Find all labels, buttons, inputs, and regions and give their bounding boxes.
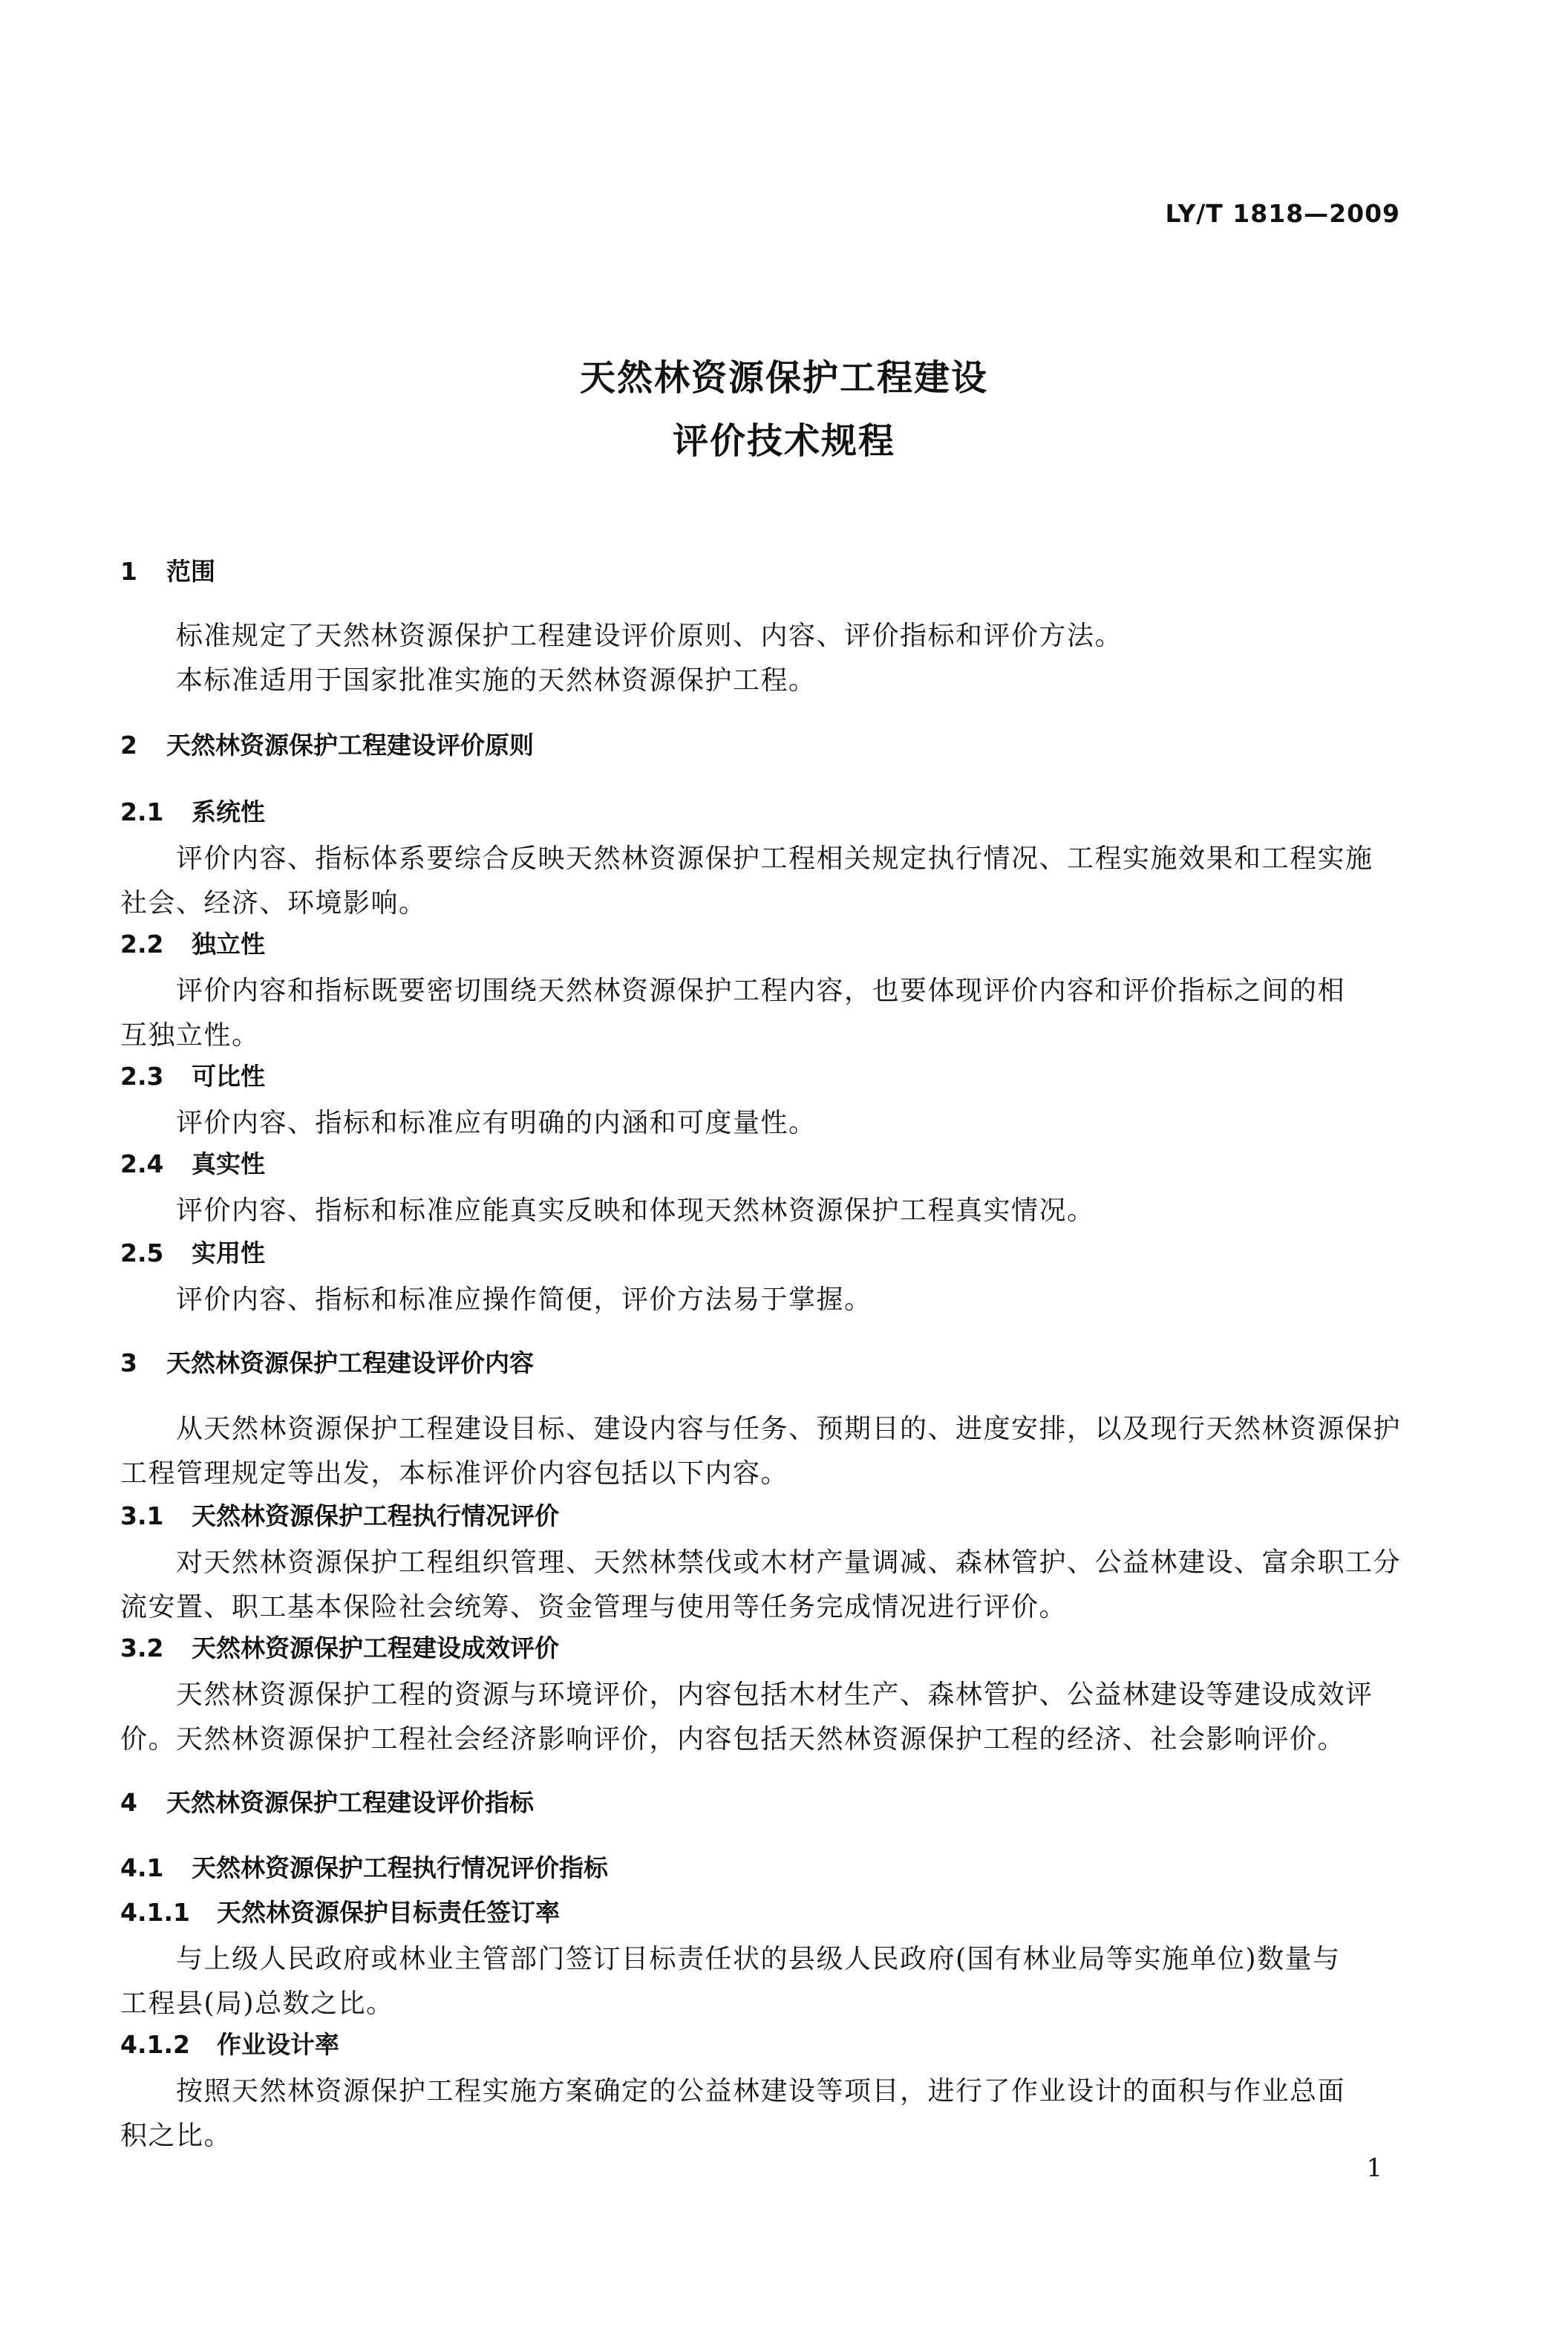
subsection-2-1-heading: [120, 793, 265, 828]
subsection-title: 系统性: [192, 797, 265, 826]
subsection-4-1-1-heading: [120, 1893, 560, 1928]
subsection-3-2-heading: [120, 1629, 559, 1664]
section-number: 4: [120, 1788, 137, 1817]
paragraph-line: 互独立性。: [120, 1020, 260, 1051]
subsection-number: 3.2: [120, 1634, 164, 1662]
paragraph-line: 按照天然林资源保护工程实施方案确定的公益林建设等项目，进行了作业设计的面积与作业总面: [176, 2076, 1346, 2107]
paragraph-line: 从天然林资源保护工程建设目标、建设内容与任务、预期目的、进度安排，以及现行天然林资源保护: [176, 1414, 1402, 1444]
paragraph-line: 本标准适用于国家批准实施的天然林资源保护工程。: [176, 665, 817, 696]
section-3-heading: [120, 1344, 534, 1379]
subsection-number: 4.1.2: [120, 2030, 190, 2059]
paragraph-line: 评价内容、指标体系要综合反映天然林资源保护工程相关规定执行情况、工程实施效果和工程实施: [176, 843, 1373, 874]
subsection-number: 2.1: [120, 797, 164, 826]
section-number: 1: [120, 557, 137, 586]
document-title-line1: 天然林资源保护工程建设: [579, 357, 988, 399]
paragraph-line: 标准规定了天然林资源保护工程建设评价原则、内容、评价指标和评价方法。: [176, 621, 1123, 651]
subsection-3-1-heading: [120, 1497, 559, 1532]
subsection-2-2-heading: [120, 925, 265, 960]
section-number: 3: [120, 1348, 137, 1377]
paragraph-line: 评价内容和指标既要密切围绕天然林资源保护工程内容，也要体现评价内容和评价指标之间的相: [176, 976, 1346, 1006]
paragraph-line: 评价内容、指标和标准应有明确的内涵和可度量性。: [176, 1108, 817, 1138]
subsection-4-1-heading: [120, 1849, 608, 1884]
paragraph-line: 评价内容、指标和标准应能真实反映和体现天然林资源保护工程真实情况。: [176, 1195, 1095, 1226]
paragraph-line: 工程管理规定等出发，本标准评价内容包括以下内容。: [120, 1458, 789, 1489]
subsection-number: 2.2: [120, 930, 164, 959]
section-title: 范围: [166, 557, 215, 586]
paragraph-line: 评价内容、指标和标准应操作简便，评价方法易于掌握。: [176, 1285, 872, 1315]
section-1-heading: [120, 552, 215, 587]
subsection-title: 真实性: [192, 1149, 265, 1178]
subsection-2-5-heading: [120, 1234, 265, 1269]
section-title: 天然林资源保护工程建设评价指标: [166, 1788, 534, 1817]
section-2-heading: [120, 726, 534, 761]
subsection-title: 天然林资源保护工程执行情况评价指标: [192, 1853, 608, 1882]
paragraph-line: 与上级人民政府或林业主管部门签订目标责任状的县级人民政府(国有林业局等实施单位)数量与: [176, 1944, 1341, 1974]
page-number: 1: [1366, 2153, 1382, 2183]
subsection-title: 实用性: [192, 1239, 265, 1267]
section-title: 天然林资源保护工程建设评价内容: [166, 1348, 534, 1377]
subsection-title: 天然林资源保护工程执行情况评价: [192, 1501, 559, 1530]
subsection-number: 2.4: [120, 1149, 164, 1178]
subsection-2-4-heading: [120, 1145, 265, 1180]
subsection-title: 天然林资源保护工程建设成效评价: [192, 1634, 559, 1662]
subsection-4-1-2-heading: [120, 2026, 339, 2060]
subsection-number: 2.3: [120, 1062, 164, 1091]
paragraph-line: 对天然林资源保护工程组织管理、天然林禁伐或木材产量调减、森林管护、公益林建设、富余职工分: [176, 1547, 1402, 1578]
document-title-line2: 评价技术规程: [672, 420, 895, 462]
paragraph-line: 积之比。: [120, 2121, 232, 2151]
subsection-title: 独立性: [192, 930, 265, 959]
subsection-number: 2.5: [120, 1239, 164, 1267]
subsection-title: 可比性: [192, 1062, 265, 1091]
paragraph-line: 工程县(局)总数之比。: [120, 1988, 394, 2019]
subsection-number: 3.1: [120, 1501, 164, 1530]
subsection-number: 4.1.1: [120, 1898, 190, 1927]
subsection-title: 天然林资源保护目标责任签订率: [217, 1898, 560, 1927]
paragraph-line: 社会、经济、环境影响。: [120, 888, 427, 918]
section-4-heading: [120, 1784, 534, 1818]
subsection-number: 4.1: [120, 1853, 164, 1882]
paragraph-line: 价。天然林资源保护工程社会经济影响评价，内容包括天然林资源保护工程的经济、社会影响评价。: [120, 1724, 1346, 1755]
section-title: 天然林资源保护工程建设评价原则: [166, 731, 534, 760]
subsection-2-3-heading: [120, 1057, 265, 1092]
section-number: 2: [120, 731, 137, 760]
paragraph-line: 流安置、职工基本保险社会统筹、资金管理与使用等任务完成情况进行评价。: [120, 1592, 1068, 1622]
subsection-title: 作业设计率: [217, 2030, 339, 2059]
paragraph-line: 天然林资源保护工程的资源与环境评价，内容包括木材生产、森林管护、公益林建设等建设成效评: [176, 1680, 1373, 1710]
standard-code: LY/T 1818—2009: [1165, 199, 1400, 228]
